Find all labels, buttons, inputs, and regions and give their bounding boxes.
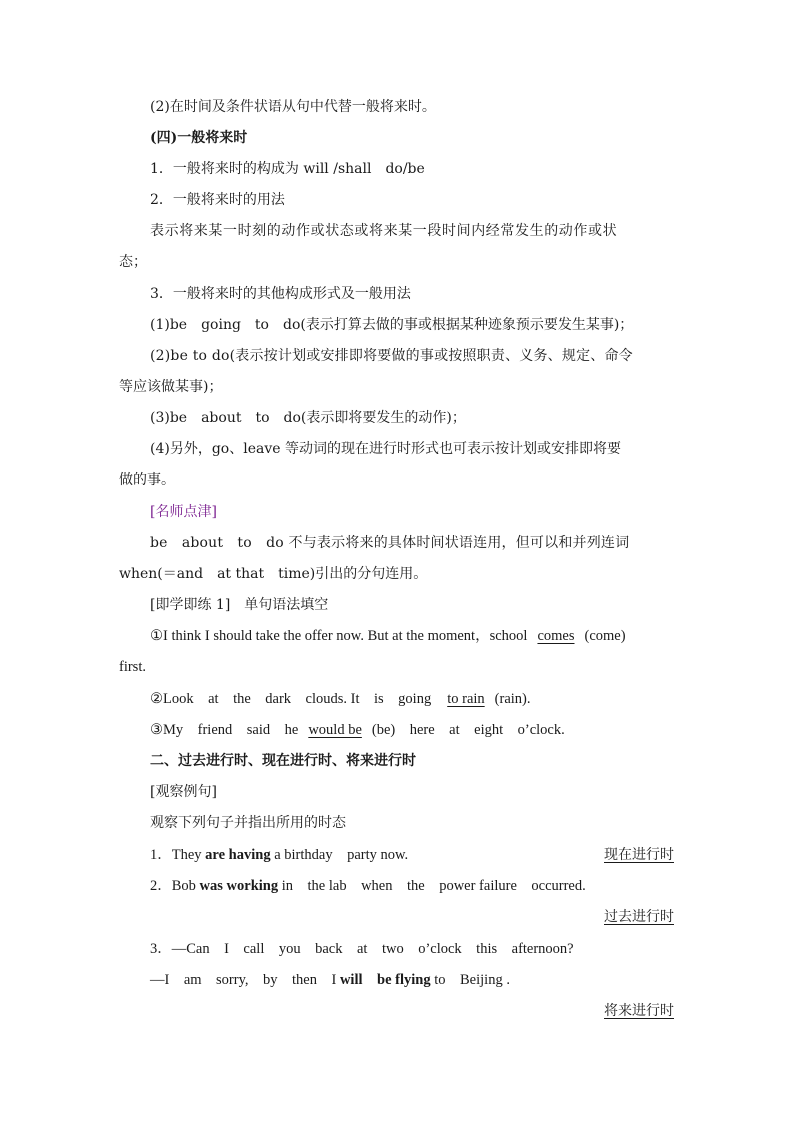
exercise-item-2: ②Look at the dark clouds. It is going to rain (rain). bbox=[150, 691, 531, 707]
answer-2: to rain bbox=[447, 691, 485, 707]
observe-intro: 观察下列句子并指出所用的时态 bbox=[150, 815, 346, 831]
line-4: 2．一般将来时的用法 bbox=[150, 192, 285, 208]
tense-answer-1: 现在进行时 bbox=[604, 847, 674, 863]
line-1: (2)在时间及条件状语从句中代替一般将来时。 bbox=[150, 99, 436, 115]
exercise-item-1-cont: first. bbox=[119, 659, 146, 675]
line-16: when(＝and at that time)引出的分句连用。 bbox=[119, 566, 428, 582]
section-2-title: 二、过去进行时、现在进行时、将来进行时 bbox=[150, 753, 416, 769]
line-6: 态； bbox=[119, 254, 147, 270]
line-13: 做的事。 bbox=[119, 472, 175, 488]
exercise-item-1: ①I think I should take the offer now. But at the moment，school comes (come) bbox=[150, 628, 626, 644]
line-12: (4)另外，go、leave 等动词的现在进行时形式也可表示按计划或安排即将要 bbox=[150, 441, 621, 457]
line-5: 表示将来某一时刻的动作或状态或将来某一段时间内经常发生的动作或状 bbox=[150, 223, 618, 239]
line-10: 等应该做某事)； bbox=[119, 379, 223, 395]
observe-label: [观察例句] bbox=[150, 784, 217, 800]
tense-answer-2: 过去进行时 bbox=[604, 909, 674, 925]
exercise-item-3: ③My friend said he would be (be) here at eight o’clock. bbox=[150, 722, 565, 738]
example-3-answer: —I am sorry, by then I will be flying to Beijing . bbox=[150, 972, 510, 988]
exercise-heading: [即学即练 1] 单句语法填空 bbox=[150, 597, 329, 613]
line-3: 1．一般将来时的构成为 will /shall do/be bbox=[150, 161, 425, 177]
tense-answer-3: 将来进行时 bbox=[604, 1003, 674, 1019]
heading-future-simple: (四)一般将来时 bbox=[150, 130, 248, 146]
line-8: (1)be going to do(表示打算去做的事或根据某种迹象预示要发生某事)； bbox=[150, 317, 634, 333]
line-9: (2)be to do(表示按计划或安排即将要做的事或按照职责、义务、规定、命令 bbox=[150, 348, 633, 364]
answer-3: would be bbox=[308, 722, 362, 738]
example-2: 2．Bob was working in the lab when the power failure occurred. bbox=[150, 878, 586, 894]
line-15: be about to do 不与表示将来的具体时间状语连用，但可以和并列连词 bbox=[150, 535, 630, 551]
answer-1: comes bbox=[537, 628, 575, 644]
line-11: (3)be about to do(表示即将要发生的动作)； bbox=[150, 410, 466, 426]
example-3-question: 3．—Can I call you back at two o’clock this afternoon? bbox=[150, 941, 574, 957]
example-1: 1．They are having a birthday party now. bbox=[150, 847, 409, 863]
teacher-tip-label: [名师点津] bbox=[150, 504, 217, 520]
line-7: 3．一般将来时的其他构成形式及一般用法 bbox=[150, 286, 411, 302]
